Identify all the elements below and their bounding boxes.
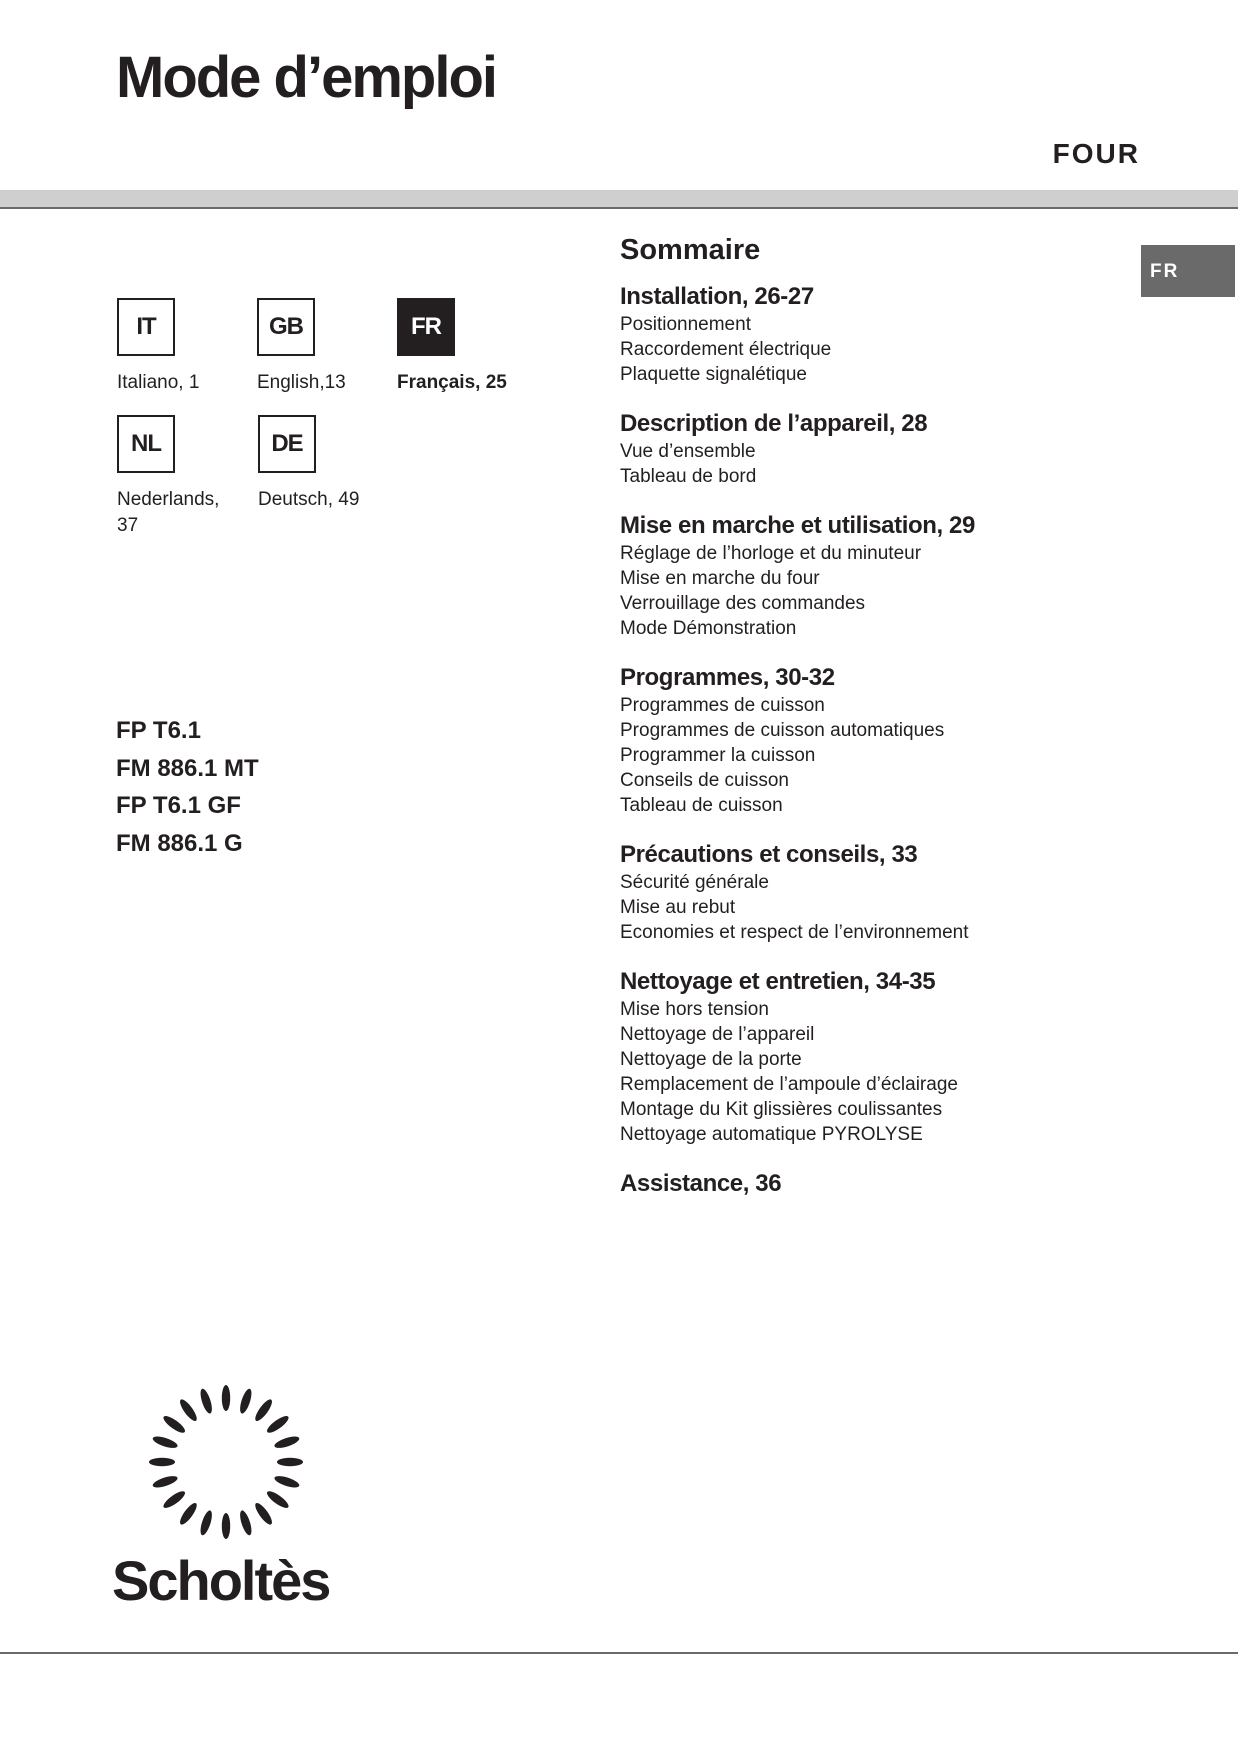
- toc-item[interactable]: Tableau de cuisson: [620, 795, 783, 816]
- lang-option-it[interactable]: [117, 298, 257, 396]
- toc-heading[interactable]: Programmes, 30-32: [620, 664, 835, 691]
- toc-title: Sommaire: [620, 234, 761, 266]
- sun-ray: [277, 1458, 303, 1466]
- lang-label: English,13: [257, 372, 346, 393]
- toc-item[interactable]: Programmer la cuisson: [620, 745, 816, 766]
- sun-ray: [177, 1397, 199, 1423]
- toc-section-mise-en-marche: [620, 511, 1100, 641]
- product-label: FOUR: [1052, 138, 1140, 169]
- sun-ray: [265, 1413, 291, 1435]
- toc-section-assistance: [620, 1169, 1100, 1199]
- sun-ray: [238, 1509, 254, 1536]
- toc-item[interactable]: Verrouillage des commandes: [620, 593, 866, 614]
- toc-item[interactable]: Réglage de l’horloge et du minuteur: [620, 543, 922, 564]
- sun-ray: [149, 1458, 175, 1466]
- lang-option-nl[interactable]: [117, 415, 242, 539]
- model-name: FP T6.1: [116, 717, 201, 744]
- sun-ray: [198, 1387, 214, 1414]
- lang-option-de[interactable]: [258, 415, 398, 513]
- toc-section-precautions: [620, 840, 1100, 945]
- sun-ray: [161, 1413, 187, 1435]
- toc-item[interactable]: Nettoyage de la porte: [620, 1049, 802, 1070]
- toc-item[interactable]: Positionnement: [620, 314, 751, 335]
- toc-item[interactable]: Economies et respect de l’environnement: [620, 922, 969, 943]
- toc-item[interactable]: Plaquette signalétique: [620, 364, 807, 385]
- lang-label-active: Français, 25: [397, 372, 507, 393]
- toc-item[interactable]: Tableau de bord: [620, 466, 757, 487]
- toc-item[interactable]: Remplacement de l’ampoule d’éclairage: [620, 1074, 958, 1095]
- toc-item[interactable]: Conseils de cuisson: [620, 770, 789, 791]
- toc-section-programmes: [620, 663, 1100, 818]
- model-name: FM 886.1 MT: [116, 754, 259, 782]
- toc-heading[interactable]: Description de l’appareil, 28: [620, 410, 928, 437]
- toc-item[interactable]: Sécurité générale: [620, 872, 769, 893]
- lang-option-gb[interactable]: [257, 298, 397, 396]
- toc-section-nettoyage: [620, 967, 1100, 1147]
- toc-item[interactable]: Programmes de cuisson: [620, 695, 825, 716]
- header-rule: [0, 207, 1238, 209]
- toc-item[interactable]: Mise hors tension: [620, 999, 769, 1020]
- lang-code-box: NL: [117, 415, 175, 473]
- page-title: Mode d’emploi: [116, 45, 496, 110]
- toc-item[interactable]: Mise en marche du four: [620, 568, 820, 589]
- toc-item[interactable]: Nettoyage de l’appareil: [620, 1024, 815, 1045]
- toc-heading[interactable]: Installation, 26-27: [620, 283, 814, 310]
- lang-code-box: IT: [117, 298, 175, 356]
- toc-heading[interactable]: Précautions et conseils, 33: [620, 841, 918, 868]
- sun-ray: [253, 1397, 275, 1423]
- toc-section-installation: [620, 282, 1100, 387]
- toc-heading[interactable]: Mise en marche et utilisation, 29: [620, 512, 975, 539]
- model-name: FP T6.1 GF: [116, 792, 241, 819]
- toc-item[interactable]: Programmes de cuisson automatiques: [620, 720, 945, 741]
- footer-rule: [0, 1652, 1238, 1654]
- toc-item[interactable]: Mise au rebut: [620, 897, 736, 918]
- sun-ray: [198, 1509, 214, 1536]
- lang-label: Nederlands, 37: [117, 489, 220, 536]
- model-name: FM 886.1 G: [116, 829, 243, 857]
- sun-ray: [265, 1489, 291, 1511]
- sun-ray: [222, 1513, 230, 1539]
- sun-ray: [273, 1434, 300, 1450]
- sun-ray: [161, 1489, 187, 1511]
- toc-heading[interactable]: Assistance, 36: [620, 1170, 782, 1197]
- sun-ray: [151, 1434, 178, 1450]
- table-of-contents: [620, 232, 1100, 1221]
- lang-option-fr[interactable]: [397, 298, 537, 396]
- toc-item[interactable]: Vue d’ensemble: [620, 441, 756, 462]
- header-band: [0, 190, 1238, 207]
- lang-code-box: GB: [257, 298, 315, 356]
- sun-ray: [177, 1501, 199, 1527]
- sun-ray: [238, 1387, 254, 1414]
- lang-label: Deutsch, 49: [258, 489, 360, 510]
- toc-item[interactable]: Raccordement électrique: [620, 339, 832, 360]
- sun-ray: [273, 1474, 300, 1490]
- toc-section-description: [620, 409, 1100, 489]
- sun-ray: [151, 1474, 178, 1490]
- lang-label: Italiano, 1: [117, 372, 200, 393]
- toc-heading[interactable]: Nettoyage et entretien, 34-35: [620, 968, 936, 995]
- language-side-tab: FR: [1141, 245, 1235, 297]
- lang-code-box-active: FR: [397, 298, 455, 356]
- toc-item[interactable]: Mode Démonstration: [620, 618, 797, 639]
- toc-item[interactable]: Nettoyage automatique PYROLYSE: [620, 1124, 923, 1145]
- sun-ray: [222, 1385, 230, 1411]
- lang-code-box: DE: [258, 415, 316, 473]
- sun-ray: [253, 1501, 275, 1527]
- model-list: [116, 712, 259, 862]
- toc-item[interactable]: Montage du Kit glissières coulissantes: [620, 1099, 943, 1120]
- brand-wordmark: Scholtès: [112, 1549, 330, 1612]
